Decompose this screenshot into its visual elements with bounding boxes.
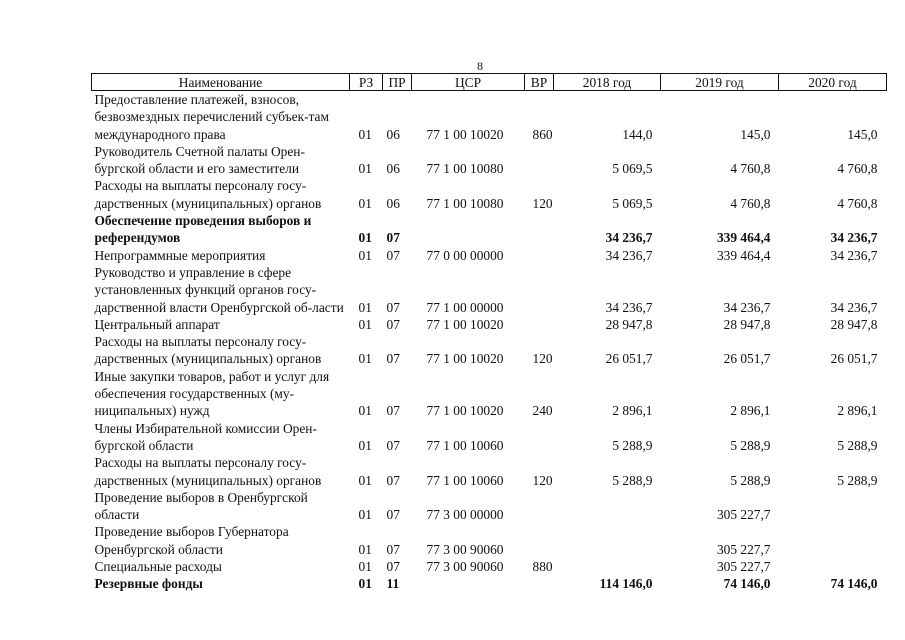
row-2018: 34 236,7: [605, 230, 653, 246]
row-vr: [525, 143, 554, 178]
row-2019: 4 760,8: [730, 161, 771, 177]
table-row: [92, 264, 887, 316]
row-2019: 4 760,8: [730, 195, 771, 211]
row-2019: 26 051,7: [723, 351, 771, 367]
row-vr: [525, 247, 554, 264]
row-2018: 5 288,9: [612, 437, 653, 453]
row-2019: 305 227,7: [716, 541, 771, 557]
table-row: [92, 316, 887, 333]
row-rz: 01: [358, 507, 372, 523]
table-row: [92, 420, 887, 455]
row-2019: 34 236,7: [723, 299, 771, 315]
row-2019: 74 146,0: [723, 576, 771, 592]
row-rz: 01: [358, 351, 372, 367]
table-row-section: [92, 212, 887, 247]
row-2019: 28 947,8: [723, 316, 771, 332]
row-2019: 5 288,9: [730, 437, 771, 453]
table-row: [92, 177, 887, 212]
row-csr: 77 1 00 10080: [426, 161, 504, 177]
row-csr: 77 1 00 10060: [426, 472, 504, 488]
row-2018: 114 146,0: [599, 576, 653, 592]
table-row: [92, 91, 887, 143]
header-year-2019: 2019 год: [661, 74, 779, 91]
row-2018: 26 051,7: [605, 351, 653, 367]
row-2019: 305 227,7: [716, 507, 771, 523]
row-2018: [554, 558, 661, 575]
row-csr: 77 0 00 00000: [426, 247, 504, 263]
row-2019: 339 464,4: [716, 247, 771, 263]
row-rz: 01: [358, 403, 372, 419]
row-pr: 06: [386, 126, 400, 142]
row-vr: [525, 316, 554, 333]
row-csr: 77 1 00 10020: [426, 316, 504, 332]
row-name: Иные закупки товаров, работ и услуг для обеспечения государственных (му-ниципальных) нужд: [94, 368, 330, 419]
row-2020: 26 051,7: [830, 351, 878, 367]
row-pr: 11: [386, 576, 400, 592]
row-2018: 144,0: [622, 126, 653, 142]
row-pr: 07: [386, 299, 400, 315]
budget-table: [91, 73, 887, 593]
row-2018: 2 896,1: [612, 403, 653, 419]
row-2018: 5 069,5: [612, 195, 653, 211]
row-name: Резервные фонды: [94, 576, 203, 592]
row-name: Руководитель Счетной палаты Орен-бургской области и его заместители: [94, 143, 305, 177]
row-rz: 01: [358, 316, 372, 332]
row-2019: 339 464,4: [716, 230, 771, 246]
row-name: Обеспечение проведения выборов и референдумов: [94, 213, 312, 246]
table-row: [92, 143, 887, 178]
row-pr: 07: [386, 472, 400, 488]
row-vr: [525, 489, 554, 524]
row-csr: 77 1 00 10080: [426, 195, 504, 211]
row-csr: 77 3 00 90060: [426, 541, 504, 557]
row-2018: 5 069,5: [612, 161, 653, 177]
row-name: Члены Избирательной комиссии Орен-бургской области: [94, 420, 317, 453]
row-rz: 01: [358, 472, 372, 488]
row-pr: 06: [386, 161, 400, 177]
row-name: Специальные расходы: [94, 559, 222, 575]
row-name: Расходы на выплаты персоналу госу-дарственных (муниципальных) органов: [94, 455, 322, 488]
row-rz: 01: [358, 559, 372, 575]
row-rz: 01: [358, 195, 372, 211]
row-pr: 07: [386, 559, 400, 575]
row-csr: [412, 212, 525, 247]
row-rz: 01: [358, 437, 372, 453]
row-pr: 07: [386, 230, 400, 246]
header-pr: ПР: [383, 74, 412, 91]
table-row: [92, 333, 887, 368]
row-vr: [525, 420, 554, 455]
row-2019: 5 288,9: [730, 472, 771, 488]
row-vr: 860: [532, 126, 553, 142]
row-rz: 01: [358, 541, 372, 557]
header-csr: ЦСР: [412, 74, 525, 91]
page-number: 8: [477, 59, 483, 73]
table-row: [92, 454, 887, 489]
row-rz: 01: [358, 126, 372, 142]
row-pr: 07: [386, 316, 400, 332]
row-rz: 01: [358, 161, 372, 177]
row-2019: 145,0: [740, 126, 771, 142]
row-2020: [779, 523, 887, 558]
row-2020: 5 288,9: [837, 437, 878, 453]
row-2020: 74 146,0: [830, 576, 878, 592]
row-vr: 120: [532, 195, 553, 211]
row-csr: 77 1 00 00000: [426, 299, 504, 315]
row-pr: 07: [386, 541, 400, 557]
row-name: Предоставление платежей, взносов, безвозмездных перечислений субъек-там международного права: [94, 92, 329, 142]
row-vr: [525, 575, 554, 592]
row-2020: 4 760,8: [837, 161, 878, 177]
row-2019: 2 896,1: [730, 403, 771, 419]
row-pr: 07: [386, 403, 400, 419]
row-pr: 07: [386, 437, 400, 453]
row-vr: 120: [532, 472, 553, 488]
row-name: Руководство и управление в сфере установленных функций органов госу-дарственной власти Оренбургской об-ласти: [94, 264, 344, 315]
row-vr: [525, 523, 554, 558]
row-vr: 880: [532, 559, 553, 575]
row-vr: [525, 264, 554, 316]
table-body: [92, 91, 887, 593]
row-2020: 28 947,8: [830, 316, 878, 332]
row-csr: 77 1 00 10020: [426, 126, 504, 142]
row-vr: 240: [532, 403, 553, 419]
row-vr: [525, 212, 554, 247]
row-name: Расходы на выплаты персоналу госу-дарственных (муниципальных) органов: [94, 178, 322, 211]
header-rz: РЗ: [350, 74, 383, 91]
row-name: Непрограммные мероприятия: [94, 247, 266, 263]
table-row: [92, 489, 887, 524]
row-rz: 01: [358, 247, 372, 263]
table-row: [92, 247, 887, 264]
row-2018: 34 236,7: [605, 247, 653, 263]
header-vr: ВР: [525, 74, 554, 91]
row-2020: 4 760,8: [837, 195, 878, 211]
table-row-section: [92, 575, 887, 592]
row-rz: 01: [358, 299, 372, 315]
header-name: Наименование: [92, 74, 350, 91]
row-pr: 07: [386, 247, 400, 263]
row-2020: 5 288,9: [837, 472, 878, 488]
header-year-2020: 2020 год: [779, 74, 887, 91]
row-2018: [554, 523, 661, 558]
row-name: Центральный аппарат: [94, 316, 220, 332]
row-pr: 07: [386, 507, 400, 523]
row-2020: 34 236,7: [830, 230, 878, 246]
row-2020: [779, 558, 887, 575]
header-year-2018: 2018 год: [554, 74, 661, 91]
table-row: [92, 558, 887, 575]
row-2019: 305 227,7: [716, 559, 771, 575]
row-csr: 77 1 00 10060: [426, 437, 504, 453]
row-pr: 06: [386, 195, 400, 211]
row-2020: [779, 489, 887, 524]
row-2020: 2 896,1: [837, 403, 878, 419]
row-2018: 5 288,9: [612, 472, 653, 488]
table-row: [92, 368, 887, 420]
row-name: Проведение выборов в Оренбургской области: [94, 489, 308, 523]
row-name: Проведение выборов Губернатора Оренбургской области: [94, 524, 289, 557]
row-2020: 34 236,7: [830, 299, 878, 315]
row-rz: 01: [358, 576, 372, 592]
row-2020: 145,0: [847, 126, 878, 142]
row-csr: 77 3 00 90060: [426, 559, 504, 575]
row-csr: 77 1 00 10020: [426, 351, 504, 367]
row-2020: 34 236,7: [830, 247, 878, 263]
table-header-row: [92, 74, 887, 91]
row-2018: 28 947,8: [605, 316, 653, 332]
row-csr: 77 1 00 10020: [426, 403, 504, 419]
row-2018: 34 236,7: [605, 299, 653, 315]
row-name: Расходы на выплаты персоналу госу-дарственных (муниципальных) органов: [94, 334, 322, 367]
row-rz: 01: [358, 230, 372, 246]
row-csr: [412, 575, 525, 592]
table-row: [92, 523, 887, 558]
row-csr: 77 3 00 00000: [426, 507, 504, 523]
row-vr: 120: [532, 351, 553, 367]
row-2018: [554, 489, 661, 524]
row-pr: 07: [386, 351, 400, 367]
